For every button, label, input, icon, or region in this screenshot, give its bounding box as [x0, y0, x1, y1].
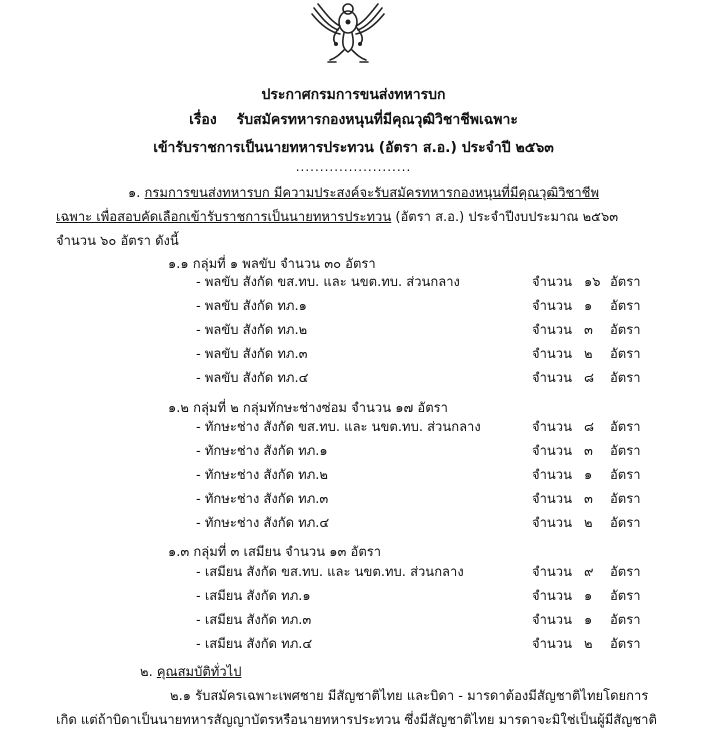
garuda-emblem-icon [308, 0, 388, 64]
section2-heading: คุณสมบัติทั่วไป [156, 665, 242, 680]
group-heading: ๑.๑ กลุ่มที่ ๑ พลขับ จำนวน ๓๐ อัตรา [168, 257, 376, 272]
section1-text-underlined-a: กรมการขนส่งทหารบก มีความประสงค์จะรับสมัครทหารกองหนุนที่มีคุณวุฒิวิชาชีพ [144, 186, 600, 201]
unit-label: อัตรา [610, 613, 641, 628]
count-value: ๓ [584, 492, 593, 507]
item-label: - ทักษะช่าง สังกัด ทภ.๓ [196, 492, 329, 507]
count-label: จำนวน [532, 420, 572, 435]
subject-line-2: เข้ารับราชการเป็นนายทหารประทวน (อัตรา ส.อ.) ประจำปี ๒๕๖๓ [153, 140, 554, 156]
count-value: ๑ [584, 589, 593, 604]
subject-text: รับสมัครทหารกองหนุนที่มีคุณวุฒิวิชาชีพเฉพาะ [236, 112, 518, 128]
section1-line2 [56, 206, 618, 227]
item-label: - ทักษะช่าง สังกัด ทภ.๑ [196, 444, 328, 459]
item-label: - ทักษะช่าง สังกัด ทภ.๒ [196, 468, 328, 483]
unit-label: อัตรา [610, 323, 641, 338]
group-heading: ๑.๒ กลุ่มที่ ๒ กลุ่มทักษะช่างซ่อม จำนวน ๑๗ อัตรา [168, 401, 448, 416]
section2-heading-line [140, 661, 241, 682]
item-label: - พลขับ สังกัด ขส.ทบ. และ นขต.ทบ. ส่วนกลาง [196, 275, 460, 290]
item-label: - เสมียน สังกัด ทภ.๔ [196, 637, 313, 652]
count-value: ๓ [584, 444, 593, 459]
item-label: - พลขับ สังกัด ทภ.๒ [196, 323, 308, 338]
unit-label: อัตรา [610, 444, 641, 459]
section2-number: ๒. [140, 665, 153, 680]
count-label: จำนวน [532, 371, 572, 386]
item-label: - พลขับ สังกัด ทภ.๑ [196, 299, 307, 314]
count-label: จำนวน [532, 637, 572, 652]
count-value: ๒ [584, 347, 593, 362]
count-value: ๑ [584, 613, 593, 628]
unit-label: อัตรา [610, 492, 641, 507]
item-label: - ทักษะช่าง สังกัด ขส.ทบ. และ นขต.ทบ. ส่วนกลาง [196, 420, 481, 435]
unit-label: อัตรา [610, 589, 641, 604]
count-value: ๓ [584, 323, 593, 338]
section1-line1 [128, 182, 599, 203]
count-label: จำนวน [532, 613, 572, 628]
item-label: - ทักษะช่าง สังกัด ทภ.๔ [196, 516, 330, 531]
count-value: ๑๖ [584, 275, 601, 290]
item-label: - เสมียน สังกัด ทภ.๓ [196, 613, 312, 628]
count-value: ๑ [584, 468, 593, 483]
unit-label: อัตรา [610, 420, 641, 435]
subject-label: เรื่อง [189, 112, 217, 128]
count-value: ๙ [584, 565, 594, 580]
unit-label: อัตรา [610, 275, 641, 290]
count-value: ๒ [584, 637, 593, 652]
item-label: - พลขับ สังกัด ทภ.๓ [196, 347, 308, 362]
section1-number: ๑. [128, 186, 141, 201]
unit-label: อัตรา [610, 299, 641, 314]
item-label: - พลขับ สังกัด ทภ.๔ [196, 371, 309, 386]
unit-label: อัตรา [610, 516, 641, 531]
count-label: จำนวน [532, 492, 572, 507]
count-label: จำนวน [532, 347, 572, 362]
count-value: ๒ [584, 516, 593, 531]
count-label: จำนวน [532, 323, 572, 338]
count-label: จำนวน [532, 468, 572, 483]
count-label: จำนวน [532, 275, 572, 290]
subject-line [0, 109, 707, 131]
unit-label: อัตรา [610, 371, 641, 386]
section2-sub-line2: เกิด แต่ถ้าบิดาเป็นนายทหารสัญญาบัตรหรือนายทหารประทวน ซึ่งมีสัญชาติไทย มารดาจะมิใช่เป็นผู้มีสัญชาติ [56, 713, 657, 728]
unit-label: อัตรา [610, 637, 641, 652]
count-value: ๘ [584, 420, 595, 435]
count-label: จำนวน [532, 516, 572, 531]
unit-label: อัตรา [610, 468, 641, 483]
section1-line3: จำนวน ๖๐ อัตรา ดังนี้ [56, 234, 179, 249]
count-label: จำนวน [532, 299, 572, 314]
count-value: ๘ [584, 371, 595, 386]
item-label: - เสมียน สังกัด ทภ.๑ [196, 589, 311, 604]
unit-label: อัตรา [610, 347, 641, 362]
announcement-title: ประกาศกรมการขนส่งทหารบก [261, 87, 446, 103]
count-value: ๑ [584, 299, 593, 314]
group-heading: ๑.๓ กลุ่มที่ ๓ เสมียน จำนวน ๑๓ อัตรา [168, 545, 382, 560]
section2-sub-line1: ๒.๑ รับสมัครเฉพาะเพศชาย มีสัญชาติไทย และบิดา - มารดาต้องมีสัญชาติไทยโดยการ [170, 689, 649, 704]
count-label: จำนวน [532, 565, 572, 580]
unit-label: อัตรา [610, 565, 641, 580]
item-label: - เสมียน สังกัด ขส.ทบ. และ นขต.ทบ. ส่วนกลาง [196, 565, 464, 580]
section1-text-underlined-b: เฉพาะ เพื่อสอบคัดเลือกเข้ารับราชการเป็นนายทหารประทวน [56, 210, 392, 225]
count-label: จำนวน [532, 589, 572, 604]
count-label: จำนวน [532, 444, 572, 459]
separator-dots: ........................ [295, 160, 412, 174]
section1-text-rest: (อัตรา ส.อ.) ประจำปีงบประมาณ ๒๕๖๓ [391, 210, 619, 225]
